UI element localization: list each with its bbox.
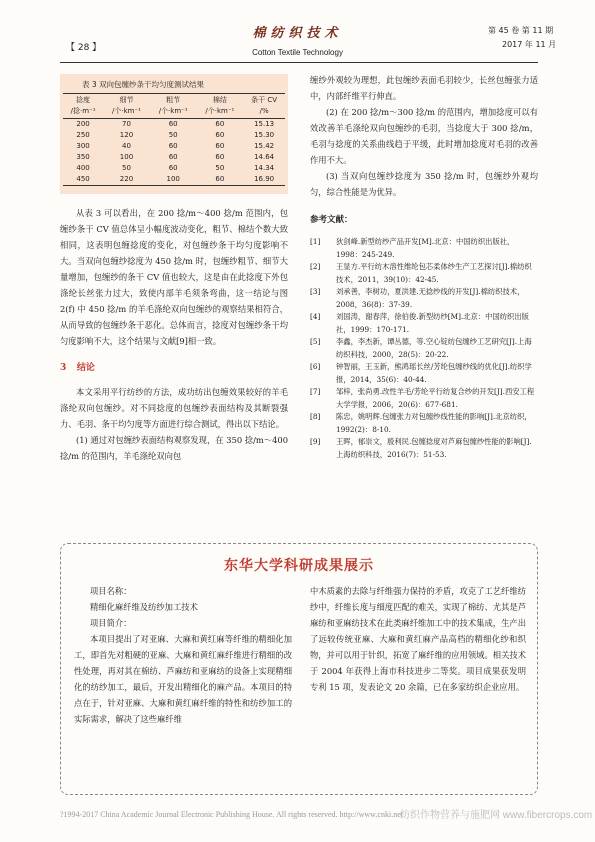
table-row (63, 163, 285, 174)
table-cell: 70 (122, 120, 131, 128)
table-header-cell: 细节 /个·km⁻¹ (103, 94, 150, 119)
reference-item (310, 436, 538, 461)
reference-item (310, 361, 538, 386)
conclusion-item-2: (2) 在 200 捻/m～300 捻/m 的范围内，增加捻度可以有效改善羊毛涤纶双向包缠纱的毛羽，当捻度大于 300 捻/m，毛羽与捻度的关系曲线趋于平缓，此时增加捻度对毛羽的改善作用不大。 (310, 107, 538, 165)
reference-number: [3] (310, 287, 321, 296)
conclusion-paragraph: 本文采用平行纺纱的方法，成功纺出包缠效果较好的羊毛涤纶双向包缠纱。对不同捻度的包缠纱表面结构及其断裂强力、毛羽、条干均匀度等方面进行综合测试，得出以下结论。 (60, 387, 288, 429)
reference-text: 王显方.平行纺木溶性维纶包芯柔体纱生产工艺探讨[J].棉纺织技术，2011，39(10)：42-45. (336, 262, 532, 284)
reference-number: [5] (310, 337, 321, 346)
table-cell: 100 (150, 174, 197, 186)
header-rule (60, 62, 538, 63)
table-cell: 350 (76, 153, 90, 161)
project-intro-left: 本项目提出了对亚麻、大麻和黄红麻等纤维的精细化加工，即首先对粗硬的亚麻、大麻和黄红麻纤维进行精细的改性处理，再对其在棉纺、芦麻纺和亚麻纺的设备上实现精细化的纺纱加工，最后，开发出精细化的麻产品。本项目的特点在于，针对亚麻、大麻和黄红麻纤维的特性和纺纱加工的实际需求，解决了这些麻纤维 (74, 634, 292, 724)
promo-right-column (310, 583, 526, 695)
reference-text: 钟智丽，王玉新，熊鸿瑶长丝/芳纶包缠纱线的优化[J].纺织学报，2014，35(6)：40-44. (336, 362, 532, 384)
table-cell: 60 (215, 153, 225, 161)
volume-issue (488, 24, 556, 52)
table-header-cell: 粗节 /个·km⁻¹ (150, 94, 197, 119)
table-cell: 15.13 (254, 120, 275, 128)
table-cell: 300 (76, 142, 90, 150)
journal-name-en: Cotton Textile Technology (252, 48, 343, 57)
page-number: 【 28 】 (66, 43, 102, 53)
table-cell: 60 (215, 120, 225, 128)
reference-number: [9] (310, 437, 321, 446)
table-cell: 15.30 (254, 131, 275, 139)
reference-item (310, 311, 538, 336)
table-cell: 60 (168, 142, 178, 150)
reference-number: [7] (310, 387, 321, 396)
reference-item (310, 386, 538, 411)
conclusion-item-3: (3) 当双向包缠纱捻度为 350 捻/m 时，包缠纱外观均匀，综合性能是为优异。 (310, 171, 538, 197)
table-row (63, 141, 285, 152)
table-cell: 60 (168, 120, 178, 128)
table-cell: 120 (119, 131, 134, 139)
table-row (63, 119, 285, 131)
table-row (63, 174, 285, 186)
reference-item (310, 261, 538, 286)
analysis-paragraph: 从表 3 可以看出，在 200 捻/m～400 捻/m 范围内，包缠纱条干 CV 值总体呈小幅度波动变化，粗节、棉结个数大致相同，这表明包缠捻度的变化，对包缠纱条干均匀度影响不大。当双向包缠纱捻度为 450 捻/m 时，包缠纱粗节、细节大量增加，包缠纱的条干 CV 值也较大，这是由在此捻度下外包涤纶长丝张力过大，致使内部羊毛须条弯曲，这一结论与图 2(f) 中 450 捻/m 的羊毛涤纶双向包缠纱的观察结果相符合，从而导致的包缠纱条干恶化。总体而言，捻度对包缠纱条干均匀度影响不大，这个结果与文献[9]相一致。 (60, 208, 288, 346)
table-cell: 14.64 (254, 153, 275, 161)
reference-number: [1] (310, 237, 321, 246)
reference-text: 王晖，郁崇文，殷利民.包缠捻度对芦麻包缠纱性能的影响[J].上海纺织科技，2016(7)：51-53. (336, 437, 532, 459)
reference-item (310, 286, 538, 311)
reference-item (310, 236, 538, 261)
reference-text: 李鑫，李杰新，谭丛德，等.空心锭纺包缠纱工艺研究[J].上海纺织科技，2000，28(5)：20-22. (336, 337, 532, 359)
conclusion-heading (60, 359, 288, 376)
table-cell: 450 (63, 174, 103, 186)
table-body (63, 119, 285, 186)
results-table (63, 93, 285, 186)
reference-number: [4] (310, 312, 321, 321)
reference-text: 刘国涛，谢春萍，徐伯俊.新型纺纱[M].北京：中国纺织出版社，1999：170-171. (336, 312, 529, 334)
table-cell: 60 (215, 131, 225, 139)
table-cell: 60 (197, 174, 244, 186)
table-cell: 16.90 (243, 174, 285, 186)
table-header-row (63, 94, 285, 119)
project-intro-label: 项目简介： (90, 618, 132, 628)
table-cell: 50 (122, 164, 131, 172)
table-cell: 60 (168, 153, 178, 161)
conclusion-item-1: (1) 通过对包缠纱表面结构观察发现，在 350 捻/m～400 捻/m 的范围内，羊毛涤纶双向包 (60, 435, 288, 461)
table-cell: 400 (76, 164, 90, 172)
references-list (310, 236, 538, 461)
table-cell: 220 (103, 174, 150, 186)
section-title: 结论 (76, 363, 95, 373)
reference-text: 刘承善，李树功，夏洪建.无捻纱线的开发[J].棉纺织技术，2008，36(8)：37-39. (336, 287, 525, 309)
project-name: 精细化麻纤维及纺纱加工技术 (90, 602, 198, 612)
promo-left-column (74, 583, 292, 727)
reference-text: 邹梓，张尚勇.改性羊毛/芳纶平行纺复合纱的开发[J].西安工程大学学报，2006，20(6)：677-681. (336, 387, 535, 409)
table-cell: 14.34 (254, 164, 275, 172)
table-row (63, 130, 285, 141)
reference-item (310, 336, 538, 361)
reference-text: 狄剑峰.新型纺纱产品开发[M].北京：中国纺织出版社，1998：245-249. (336, 237, 515, 259)
reference-text: 陈忠，姚明辉.包缠张力对包缠纱线性能的影响[J].北京纺织，1992(2)：8-10. (336, 412, 532, 434)
reference-number: [8] (310, 412, 321, 421)
reference-number: [6] (310, 362, 321, 371)
right-column (310, 72, 538, 461)
journal-logo: 棉纺织技术 (252, 26, 343, 41)
table-header-cell: 棉结 /个·km⁻¹ (197, 94, 244, 119)
table-row (63, 152, 285, 163)
table-cell: 60 (215, 142, 225, 150)
site-watermark: 纺织作物营养与施肥网 www.fibercrops.com (400, 810, 593, 821)
project-name-label: 项目名称： (90, 586, 132, 596)
table-header-cell: 捻度 /捻·m⁻¹ (63, 94, 103, 119)
volume-issue-text: 第 45 卷 第 11 期 (488, 26, 554, 35)
references-title: 参考文献： (310, 215, 353, 225)
copyright-footer: ?1994-2017 China Academic Journal Electronic Publishing House. All rights reserved. http://www.cnki.net (60, 810, 403, 819)
table-cell: 100 (119, 153, 134, 161)
left-column (60, 205, 288, 464)
reference-item (310, 411, 538, 436)
project-intro-right: 中木质素的去除与纤维强力保持的矛盾，攻克了工艺纤维纺纱中，纤维长度与细度匹配的难关，实现了棉纺、尤其是芦麻纺和亚麻纺技术在此类麻纤维加工中的技术集成，生产出了远较传统亚麻、大麻和黄红麻产品高档的精细化纱和织物，并可以用于针织，拓宽了麻纤维的应用领域。相关技术于 2004 年获得上海市科技进步二等奖。项目成果获发明专利 15 项，发表论文 20 余篇，已在多家纺织企业应用。 (310, 586, 526, 692)
table-header-cell: 条干 CV /% (243, 94, 285, 119)
table-cell: 40 (122, 142, 131, 150)
table-cell: 15.42 (254, 142, 275, 150)
results-table-panel (60, 74, 288, 194)
table-cell: 200 (76, 120, 90, 128)
section-number: 3 (60, 363, 67, 373)
conclusion-item-1-cont: 缠纱外观较为理想，此包缠纱表面毛羽较少，长丝包缠张力适中，内部纤维平行伸直。 (310, 75, 538, 101)
table-cell: 50 (215, 164, 225, 172)
table-caption: 表 3 双向包缠纱条干均匀度测试结果 (82, 80, 205, 89)
table-cell: 250 (76, 131, 90, 139)
table-cell: 60 (168, 164, 178, 172)
table-cell: 50 (168, 131, 178, 139)
reference-number: [2] (310, 262, 321, 271)
issue-date: 2017 年 11 月 (502, 40, 557, 49)
promo-title: 东华大学科研成果展示 (224, 558, 374, 574)
